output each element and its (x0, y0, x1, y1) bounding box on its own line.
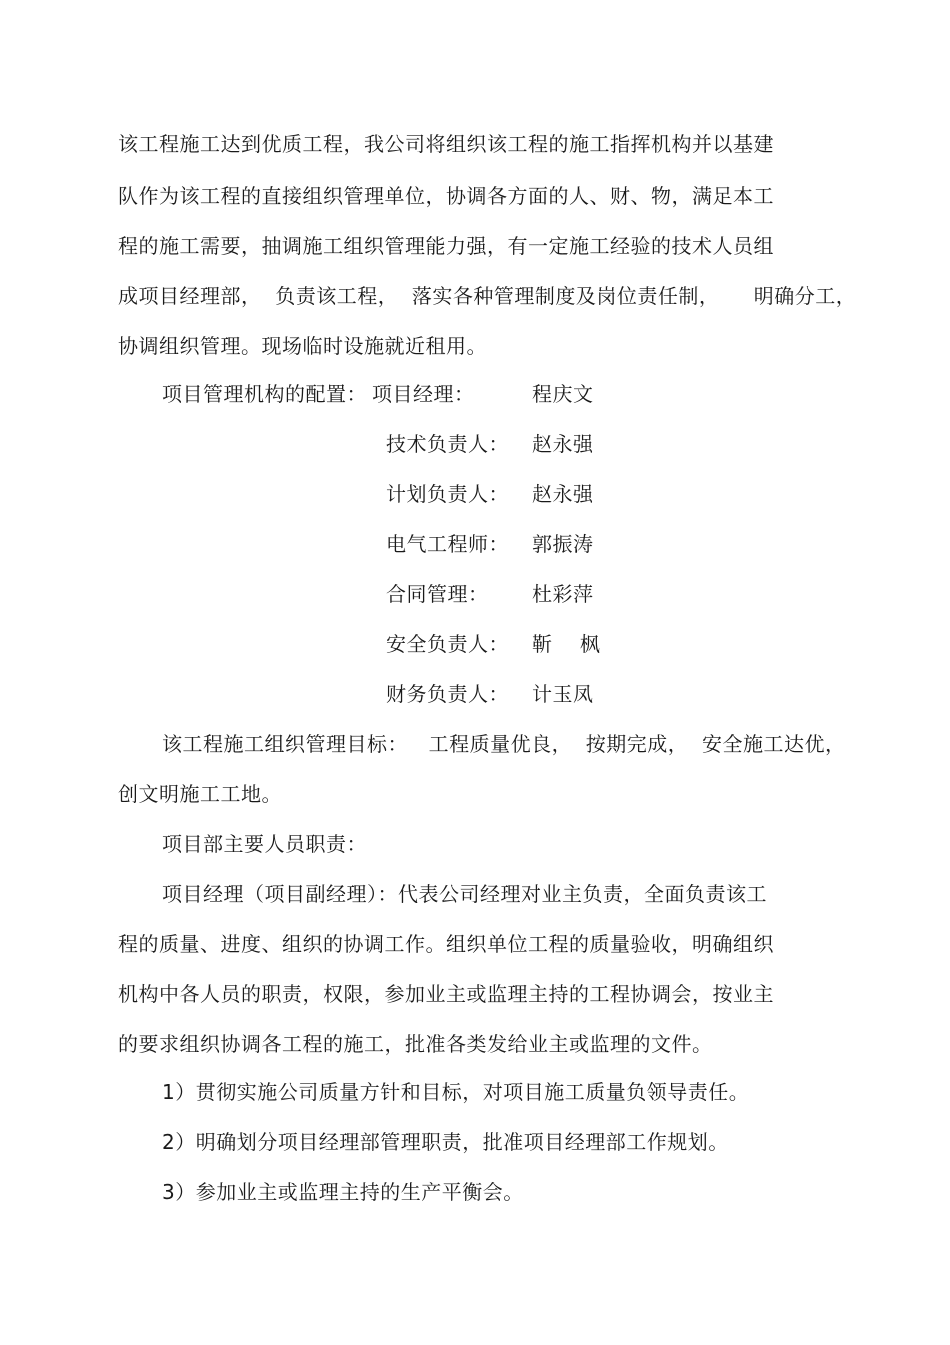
intro-line-2: 队作为该工程的直接组织管理单位，协调各方面的人、财、物，满足本工 (118, 184, 774, 208)
org-name-project-manager: 程庆文 (532, 382, 594, 406)
org-heading: 项目管理机构的配置： (162, 382, 367, 406)
duty-item-3: 3）参加业主或监理主持的生产平衡会。 (162, 1180, 524, 1204)
pm-duty-line-2: 程的质量、进度、组织的协调工作。组织单位工程的质量验收，明确组织 (118, 932, 774, 956)
org-name-finance: 计玉凤 (532, 682, 594, 706)
intro-line-5: 协调组织管理。现场临时设施就近租用。 (118, 334, 487, 358)
org-role-safety: 安全负责人： (386, 632, 509, 656)
org-role-technical: 技术负责人： (386, 432, 509, 456)
org-role-contract: 合同管理： (386, 582, 489, 606)
pm-duty-line-1: 项目经理（项目副经理）：代表公司经理对业主负责，全面负责该工 (162, 882, 767, 906)
duty-item-2: 2）明确划分项目经理部管理职责，批准项目经理部工作规划。 (162, 1130, 729, 1154)
org-name-electrical: 郭振涛 (532, 532, 594, 556)
org-role-electrical: 电气工程师： (386, 532, 509, 556)
org-role-finance: 财务负责人： (386, 682, 509, 706)
org-name-planning: 赵永强 (532, 482, 594, 506)
pm-duty-line-3: 机构中各人员的职责，权限，参加业主或监理主持的工程协调会，按业主 (118, 982, 774, 1006)
org-name-contract: 杜彩萍 (532, 582, 594, 606)
goal-line-1: 该工程施工组织管理目标： 工程质量优良， 按期完成， 安全施工达优， (162, 732, 846, 756)
org-role-planning: 计划负责人： (386, 482, 509, 506)
org-name-technical: 赵永强 (532, 432, 594, 456)
org-name-safety: 靳 枫 (532, 632, 601, 656)
duty-item-1: 1）贯彻实施公司质量方针和目标，对项目施工质量负领导责任。 (162, 1080, 750, 1104)
goal-line-2: 创文明施工工地。 (118, 782, 282, 806)
intro-line-3: 程的施工需要，抽调施工组织管理能力强，有一定施工经验的技术人员组 (118, 234, 774, 258)
pm-duty-line-4: 的要求组织协调各工程的施工，批准各类发给业主或监理的文件。 (118, 1032, 713, 1056)
org-role-project-manager: 项目经理： (372, 382, 475, 406)
intro-line-4: 成项目经理部， 负责该工程， 落实各种管理制度及岗位责任制， 明确分工， (118, 284, 857, 308)
intro-line-1: 该工程施工达到优质工程，我公司将组织该工程的施工指挥机构并以基建 (118, 132, 774, 156)
duties-heading: 项目部主要人员职责： (162, 832, 367, 856)
